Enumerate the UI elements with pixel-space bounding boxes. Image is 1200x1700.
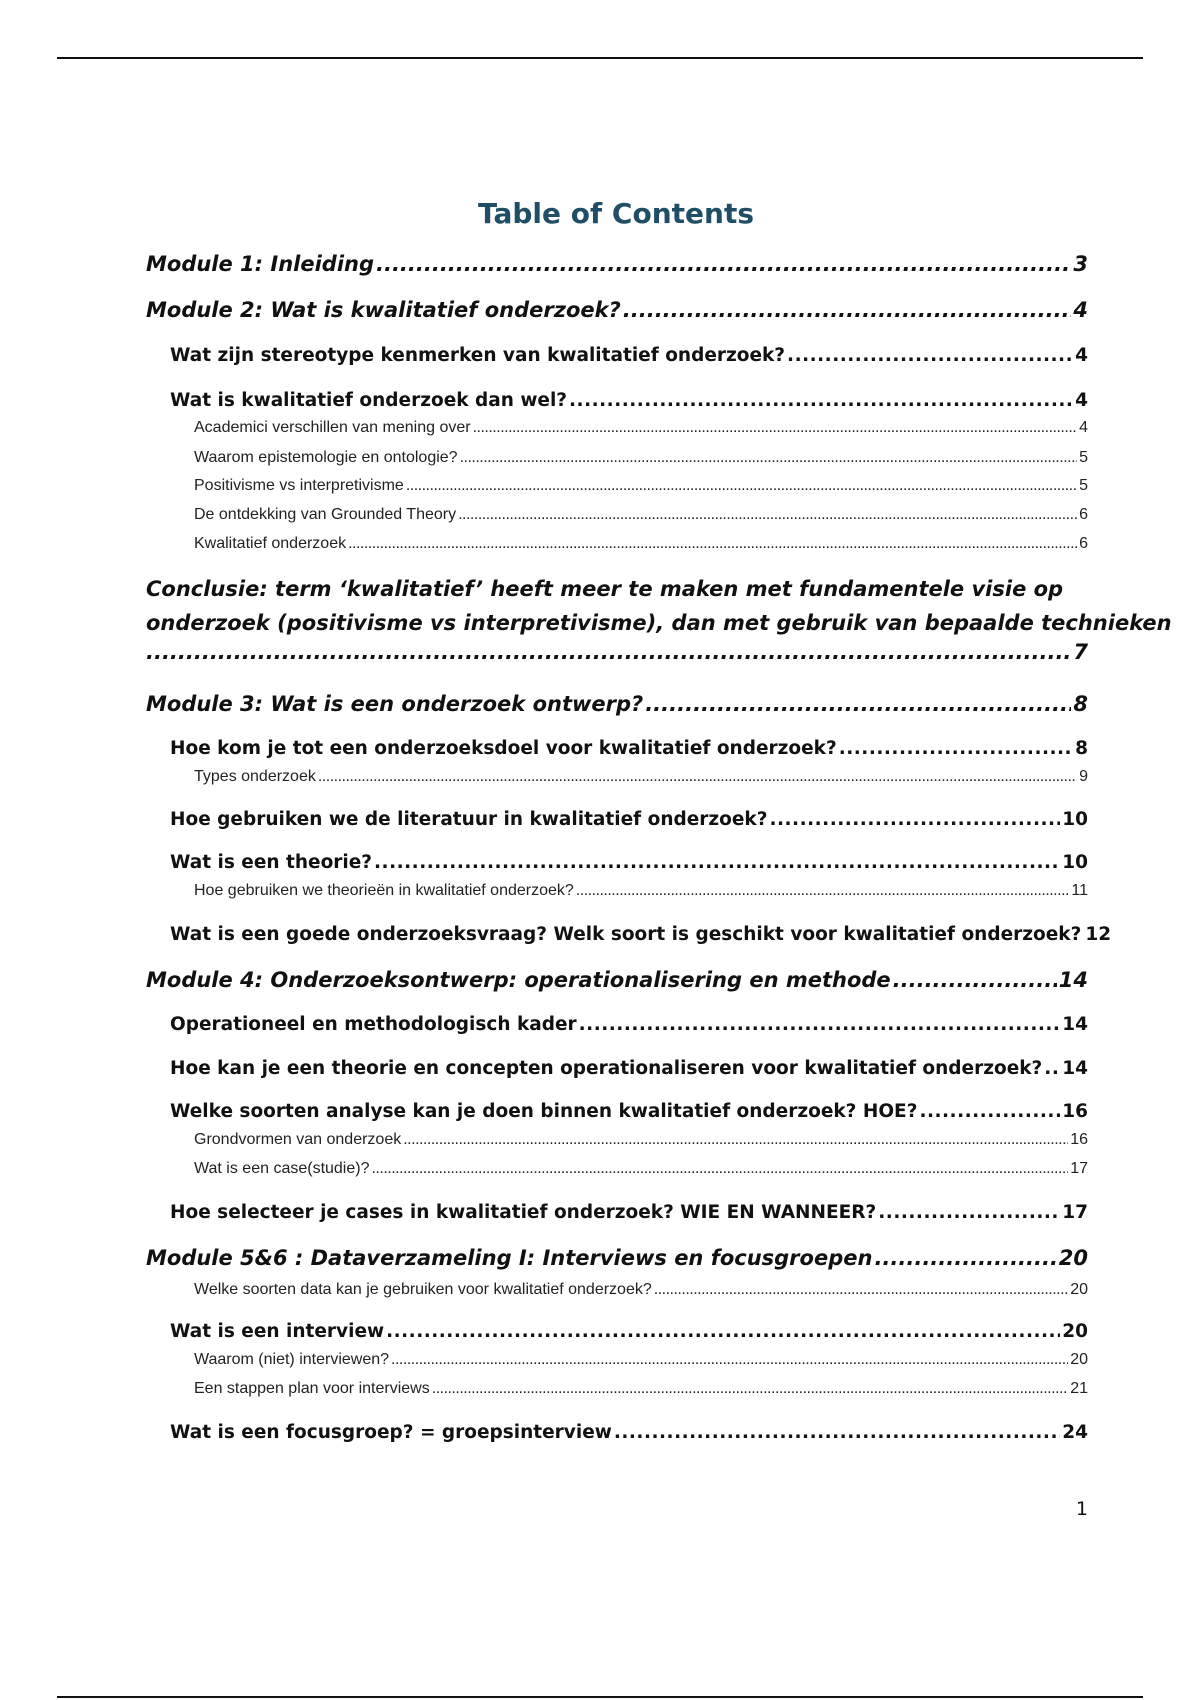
toc-entry-text: Welke soorten data kan je gebruiken voor kwalitatief onderzoek?	[194, 1281, 652, 1298]
toc-entry-text: De ontdekking van Grounded Theory	[194, 506, 457, 523]
toc-entry-subsection[interactable]	[194, 477, 1088, 495]
dot-leader	[839, 738, 1073, 759]
toc-entry-page: 4	[1075, 390, 1088, 411]
toc-entry-subsection[interactable]	[194, 1131, 1088, 1149]
dot-leader	[576, 882, 1070, 900]
dot-leader	[919, 1101, 1060, 1122]
toc-entry-text-line-1: Conclusie: term ‘kwalitatief’ heeft meer te maken met fundamentele visie op	[146, 577, 1064, 601]
toc-entry-page: 8	[1073, 692, 1088, 716]
toc-entry-subsection[interactable]	[194, 768, 1088, 786]
toc-entry-page: 6	[1079, 535, 1088, 552]
dot-leader	[787, 345, 1073, 366]
toc-entry-subsection[interactable]	[194, 1281, 1088, 1299]
dot-leader	[893, 968, 1057, 992]
toc-entry-conclusie[interactable]	[146, 572, 1172, 664]
toc-entry-text: Hoe kan je een theorie en concepten operationaliseren voor kwalitatief onderzoek?	[170, 1058, 1043, 1079]
toc-entry-page: 16	[1062, 1101, 1088, 1122]
toc-entry-text: Module 1: Inleiding	[146, 252, 374, 276]
toc-entry-section[interactable]	[170, 1202, 1088, 1223]
toc-entry-text: Wat zijn stereotype kenmerken van kwalitatief onderzoek?	[170, 345, 786, 366]
toc-entry-text: Wat is kwalitatief onderzoek dan wel?	[170, 390, 568, 411]
toc-entry-text: Waarom epistemologie en ontologie?	[194, 449, 458, 466]
toc-entry-text-line-2: onderzoek (positivisme vs interpretivisme), dan met gebruik van bepaalde technieken	[146, 611, 1172, 635]
toc-entry-subsection[interactable]	[194, 419, 1088, 437]
toc-entry-section[interactable]	[170, 1422, 1088, 1443]
toc-entry-page: 6	[1079, 506, 1088, 523]
dot-leader	[473, 419, 1078, 437]
toc-entry-page: 4	[1079, 419, 1088, 436]
toc-entry-page: 17	[1070, 1160, 1088, 1177]
toc-entry-section[interactable]	[170, 1101, 1088, 1122]
dot-leader	[458, 506, 1077, 524]
dot-leader	[348, 535, 1077, 553]
dot-leader	[371, 1160, 1068, 1178]
dot-leader	[406, 477, 1077, 495]
toc-entry-section[interactable]	[170, 1321, 1088, 1342]
toc-entry-page: 16	[1070, 1131, 1088, 1148]
toc-entry-text: Module 4: Onderzoeksontwerp: operationalisering en methode	[146, 968, 891, 992]
dot-leader	[146, 640, 1071, 664]
toc-entry-section[interactable]	[170, 809, 1088, 830]
toc-entry-text: Een stappen plan voor interviews	[194, 1380, 430, 1397]
dot-leader	[645, 692, 1071, 716]
toc-entry-subsection[interactable]	[194, 535, 1088, 553]
dot-leader	[1044, 1058, 1060, 1079]
toc-entry-page: 10	[1062, 809, 1088, 830]
dot-leader	[878, 1202, 1060, 1223]
toc-entry-module-3[interactable]	[146, 692, 1088, 716]
toc-entry-text: Wat is een goede onderzoeksvraag? Welk soort is geschikt voor kwalitatief onderzoek?	[170, 924, 1082, 945]
toc-entry-text: Wat is een interview	[170, 1321, 385, 1342]
toc-entry-text: Operationeel en methodologisch kader	[170, 1014, 577, 1035]
toc-entry-page: 11	[1071, 882, 1088, 899]
toc-entry-page: 24	[1062, 1422, 1088, 1443]
toc-entry-module-2[interactable]	[146, 298, 1088, 322]
toc-entry-page: 5	[1079, 477, 1088, 494]
toc-entry-text: Hoe gebruiken we de literatuur in kwalitatief onderzoek?	[170, 809, 768, 830]
toc-entry-text: Grondvormen van onderzoek	[194, 1131, 402, 1148]
dot-leader	[569, 390, 1073, 411]
toc-entry-page: 20	[1070, 1351, 1088, 1368]
toc-entry-page: 5	[1079, 449, 1088, 466]
toc-entry-page: 3	[1073, 252, 1088, 276]
dot-leader	[579, 1014, 1061, 1035]
toc-entry-leader-row	[146, 640, 1088, 664]
toc-entry-text: Module 2: Wat is kwalitatief onderzoek?	[146, 298, 621, 322]
toc-entry-section[interactable]	[170, 390, 1088, 411]
toc-entry-section[interactable]	[170, 738, 1088, 759]
toc-entry-page: 4	[1073, 298, 1088, 322]
toc-entry-page: 17	[1062, 1202, 1088, 1223]
toc-entry-text: Academici verschillen van mening over	[194, 419, 471, 436]
dot-leader	[318, 768, 1077, 786]
toc-entry-section[interactable]	[170, 1058, 1088, 1079]
toc-entry-page: 9	[1079, 768, 1088, 785]
dot-leader	[874, 1246, 1056, 1270]
toc-entry-text: Hoe gebruiken we theorieën in kwalitatief onderzoek?	[194, 882, 574, 899]
footer-rule	[57, 1696, 1143, 1698]
toc-entry-page: 21	[1070, 1380, 1088, 1397]
toc-entry-page: 7	[1073, 640, 1088, 664]
toc-entry-section[interactable]	[170, 1014, 1088, 1035]
toc-entry-text: Welke soorten analyse kan je doen binnen kwalitatief onderzoek? HOE?	[170, 1101, 918, 1122]
toc-entry-subsection[interactable]	[194, 449, 1088, 467]
toc-entry-page: 8	[1075, 738, 1088, 759]
toc-entry-text: Wat is een theorie?	[170, 852, 373, 873]
toc-entry-section[interactable]	[170, 345, 1088, 366]
toc-entry-section[interactable]	[170, 924, 1112, 945]
toc-entry-subsection[interactable]	[194, 1380, 1088, 1398]
toc-entry-text: Hoe selecteer je cases in kwalitatief onderzoek? WIE EN WANNEER?	[170, 1202, 877, 1223]
toc-entry-subsection[interactable]	[194, 882, 1088, 900]
toc-entry-text: Waarom (niet) interviewen?	[194, 1351, 390, 1368]
toc-entry-page: 14	[1062, 1058, 1088, 1079]
dot-leader	[623, 298, 1072, 322]
dot-leader	[376, 252, 1071, 276]
dot-leader	[403, 1131, 1068, 1149]
toc-title: Table of Contents	[477, 197, 754, 230]
dot-leader	[614, 1422, 1060, 1443]
dot-leader	[391, 1351, 1068, 1369]
dot-leader	[654, 1281, 1068, 1299]
dot-leader	[374, 852, 1060, 873]
toc-entry-text: Hoe kom je tot een onderzoeksdoel voor kwalitatief onderzoek?	[170, 738, 837, 759]
page-number: 1	[1075, 1498, 1088, 1520]
toc-entry-page: 10	[1062, 852, 1088, 873]
toc-entry-page: 14	[1062, 1014, 1088, 1035]
toc-entry-text: Types onderzoek	[194, 768, 316, 785]
toc-entry-section[interactable]	[170, 852, 1088, 873]
dot-leader	[769, 809, 1060, 830]
toc-entry-text: Kwalitatief onderzoek	[194, 535, 347, 552]
toc-entry-module-5-6[interactable]	[146, 1246, 1088, 1270]
toc-entry-subsection[interactable]	[194, 1351, 1088, 1369]
dot-leader	[432, 1380, 1069, 1398]
toc-entry-page: 20	[1058, 1246, 1088, 1270]
toc-entry-subsection[interactable]	[194, 1160, 1088, 1178]
toc-entry-page: 20	[1070, 1281, 1088, 1298]
toc-entry-module-4[interactable]	[146, 968, 1088, 992]
toc-entry-page: 4	[1075, 345, 1088, 366]
toc-entry-page: 14	[1058, 968, 1088, 992]
toc-entry-text: Module 5&6 : Dataverzameling I: Interviews en focusgroepen	[146, 1246, 873, 1270]
toc-entry-subsection[interactable]	[194, 506, 1088, 524]
dot-leader	[460, 449, 1078, 467]
toc-entry-text: Module 3: Wat is een onderzoek ontwerp?	[146, 692, 644, 716]
dot-leader	[386, 1321, 1060, 1342]
toc-entry-text: Positivisme vs interpretivisme	[194, 477, 404, 494]
toc-entry-page: 12	[1085, 924, 1112, 945]
toc-entry-text: Wat is een case(studie)?	[194, 1160, 370, 1177]
toc-entry-page: 20	[1062, 1321, 1088, 1342]
toc-entry-text: Wat is een focusgroep? = groepsinterview	[170, 1422, 612, 1443]
toc-entry-module-1[interactable]	[146, 252, 1088, 276]
